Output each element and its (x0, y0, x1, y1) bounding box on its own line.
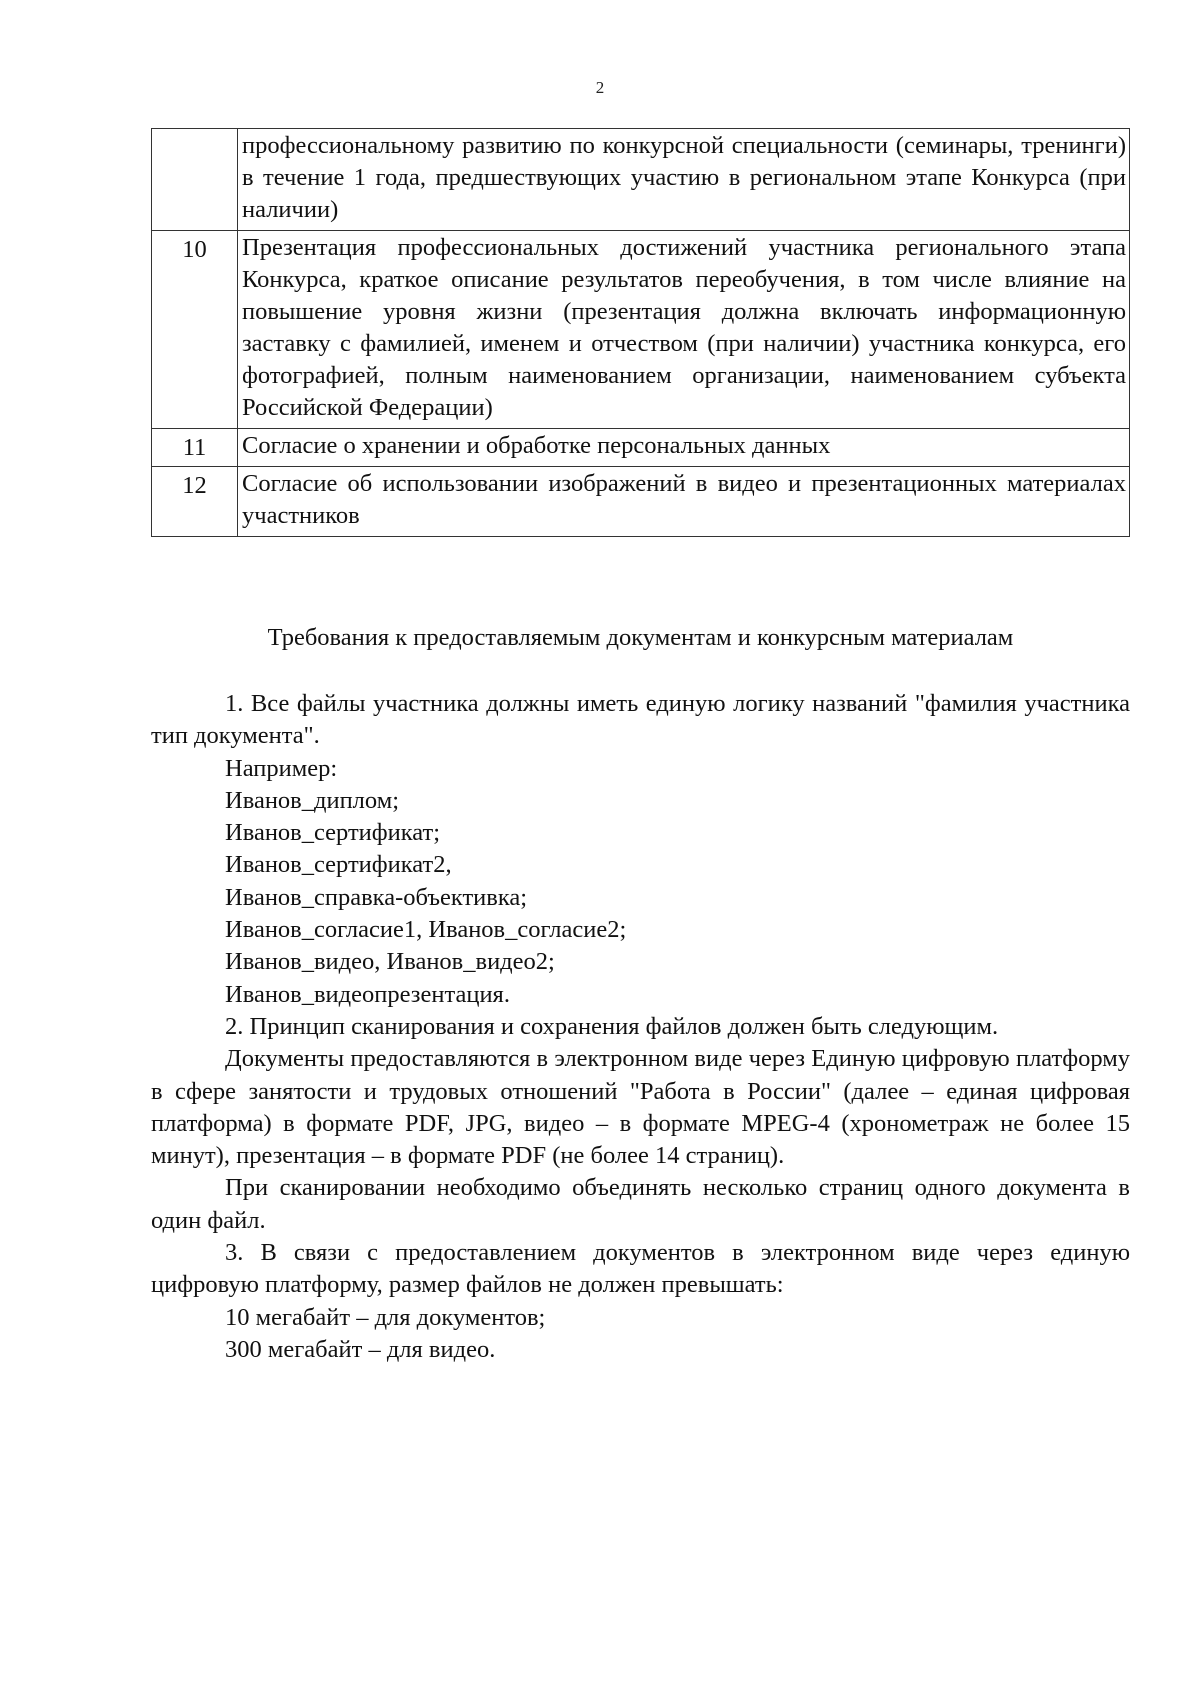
paragraph-scan-merge: При сканировании необходимо объединять несколько страниц одного документа в один файл. (151, 1174, 1130, 1234)
row-description: Согласие о хранении и обработке персональных данных (238, 429, 1130, 467)
example-item: Иванов_сертификат; (225, 819, 441, 847)
example-item: Иванов_видео, Иванов_видео2; (225, 948, 555, 976)
paragraph-scanning-principle: 2. Принцип сканирования и сохранения файлов должен быть следующим. (225, 1012, 999, 1040)
example-item: Иванов_сертификат2, (225, 851, 452, 879)
table-row (152, 429, 1130, 467)
example-item: Иванов_справка-объективка; (225, 883, 528, 911)
example-item: Иванов_диплом; (225, 786, 400, 814)
row-description: профессиональному развитию по конкурсной специальности (семинары, тренинги) в течение 1 года, предшествующих участию в региональном этапе Конкурса (при наличии) (238, 129, 1130, 231)
size-limit-item: 10 мегабайт – для документов; (225, 1303, 546, 1331)
table-row (152, 129, 1130, 231)
size-limit-item: 300 мегабайт – для видео. (225, 1335, 496, 1363)
paragraph-file-naming: 1. Все файлы участника должны иметь единую логику названий "фамилия участника тип документа". (151, 690, 1130, 750)
example-item: Иванов_видеопрезентация. (225, 980, 510, 1008)
row-number: 11 (152, 429, 238, 467)
paragraph-submission-format: Документы предоставляются в электронном виде через Единую цифровую платформу в сфере занятости и трудовых отношений "Работа в России" (далее – единая цифровая платформа) в формате PDF, JPG, видео – в формате MPEG-4 (хронометраж не более 15 минут), презентация – в формате PDF (не более 14 страниц). (151, 1045, 1130, 1170)
example-item: Иванов_согласие1, Иванов_согласие2; (225, 916, 627, 944)
section-title: Требования к предоставляемым документам и конкурсным материалам (267, 624, 1014, 651)
row-description: Согласие об использовании изображений в видео и презентационных материалах участников (238, 467, 1130, 537)
table-row (152, 467, 1130, 537)
example-label: Например: (225, 754, 338, 782)
row-number: 12 (152, 467, 238, 537)
table-row (152, 231, 1130, 429)
row-description: Презентация профессиональных достижений участника регионального этапа Конкурса, краткое описание результатов переобучения, в том числе влияние на повышение уровня жизни (презентация должна включать информационную заставку с фамилией, именем и отчеством (при наличии) участника конкурса, его фотографией, полным наименованием организации, наименованием субъекта Российской Федерации) (238, 231, 1130, 429)
paragraph-file-size: 3. В связи с предоставлением документов в электронном виде через единую цифровую платформу, размер файлов не должен превышать: (151, 1239, 1130, 1299)
row-number (152, 129, 238, 231)
page-number: 2 (595, 78, 605, 97)
requirements-body (151, 688, 1130, 1366)
documents-table (151, 128, 1130, 537)
row-number: 10 (152, 231, 238, 429)
